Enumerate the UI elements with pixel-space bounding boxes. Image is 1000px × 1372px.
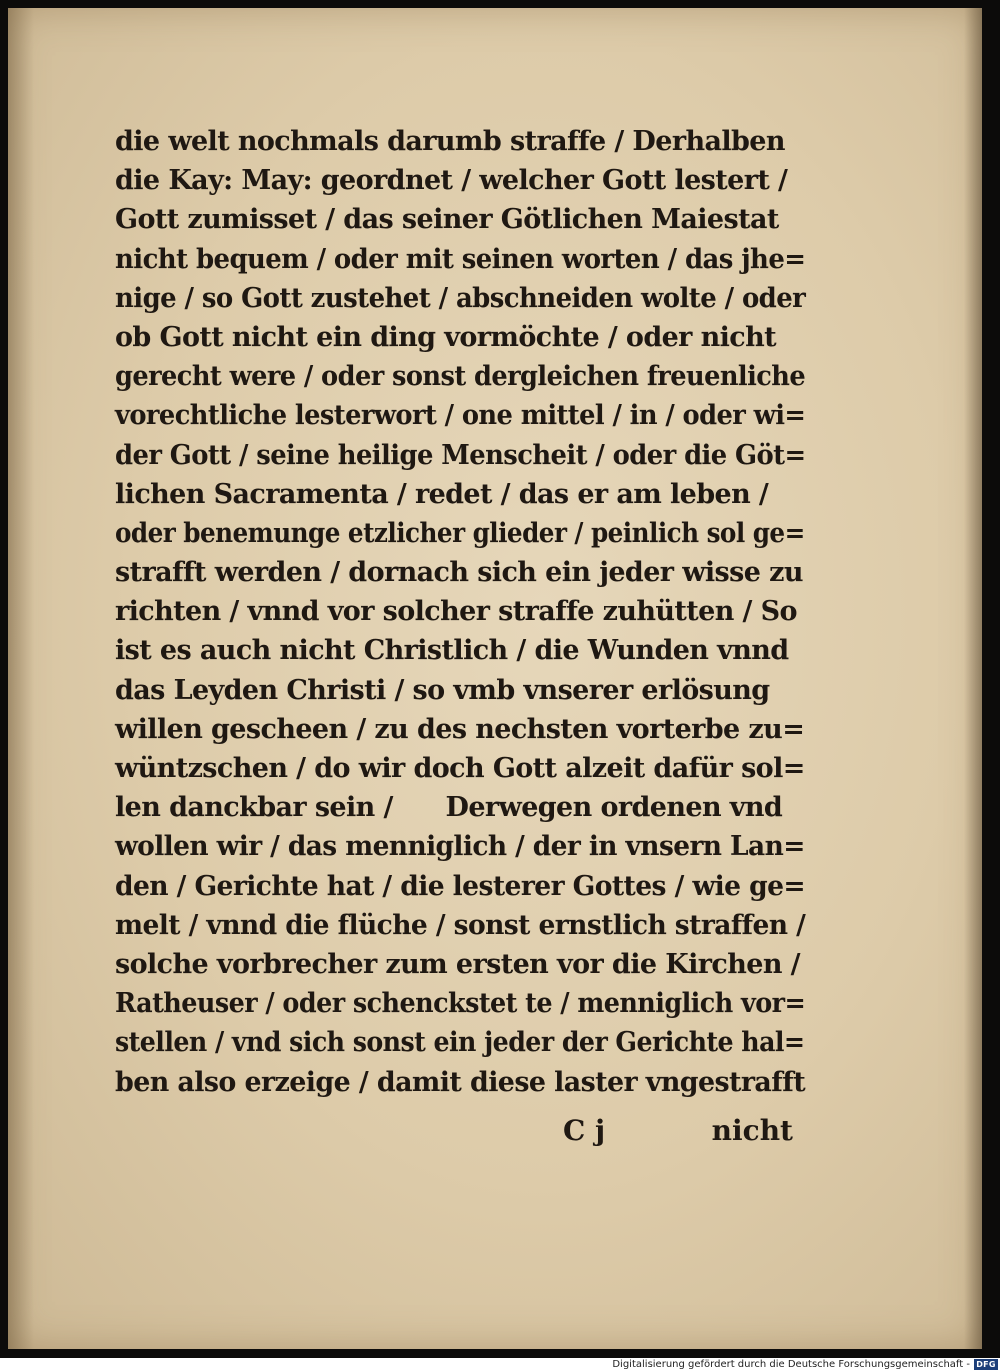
dfg-logo-icon: DFG <box>974 1359 998 1370</box>
text-line: len danckbar sein / Derwegen ordenen vnd <box>115 792 783 824</box>
text-line: gerecht were / oder sonst dergleichen freuenliche <box>115 361 806 393</box>
text-line: nige / so Gott zustehet / abschneiden wolte / oder <box>115 282 806 314</box>
text-line: ob Gott nicht ein ding vormöchte / oder nicht <box>115 321 777 353</box>
text-line: Ratheuser / oder schenckstet te / menniglich vor= <box>115 988 806 1020</box>
text-line: vorechtliche lesterwort / one mittel / in / oder wi= <box>115 400 806 432</box>
text-line: der Gott / seine heilige Menscheit / oder die Göt= <box>115 439 806 471</box>
text-line: strafft werden / dornach sich ein jeder wisse zu <box>115 557 803 589</box>
text-line: ist es auch nicht Christlich / die Wunden vnnd <box>115 635 789 667</box>
text-line: melt / vnnd die flüche / sonst ernstlich straffen / <box>115 909 806 941</box>
document-page <box>8 8 982 1349</box>
text-line: die welt nochmals darumb straffe / Derhalben <box>115 126 785 157</box>
catchword: nicht <box>711 1114 793 1147</box>
signature-mark: C j <box>563 1114 606 1147</box>
text-line: ben also erzeige / damit diese laster vngestrafft <box>115 1066 806 1098</box>
text-line: stellen / vnd sich sonst ein jeder der Gerichte hal= <box>115 1027 805 1059</box>
text-line: wollen wir / das menniglich / der in vnsern Lan= <box>115 831 805 863</box>
body-text <box>115 122 805 1102</box>
text-line: wüntzschen / do wir doch Gott alzeit dafür sol= <box>115 753 805 784</box>
text-line: richten / vnnd vor solcher straffe zuhütten / So <box>115 596 797 628</box>
text-line: oder benemunge etzlicher glieder / peinlich sol ge= <box>115 517 805 549</box>
funding-credit: Digitalisierung gefördert durch die Deutsche Forschungsgemeinschaft - <box>612 1359 970 1370</box>
text-line: lichen Sacramenta / redet / das er am leben / <box>115 478 769 510</box>
text-line: den / Gerichte hat / die lesterer Gottes / wie ge= <box>115 870 806 902</box>
text-line: die Kay: May: geordnet / welcher Gott lestert / <box>115 165 788 197</box>
signature-line <box>563 1114 793 1158</box>
text-line: solche vorbrecher zum ersten vor die Kirchen / <box>115 948 800 980</box>
text-line: das Leyden Christi / so vmb vnserer erlösung <box>115 674 770 706</box>
text-line: Gott zumisset / das seiner Götlichen Maiestat <box>115 204 779 236</box>
footer-bar <box>0 1358 1000 1372</box>
text-line: willen gescheen / zu des nechsten vorterbe zu= <box>115 713 805 745</box>
text-line: nicht bequem / oder mit seinen worten / das jhe= <box>115 243 806 275</box>
